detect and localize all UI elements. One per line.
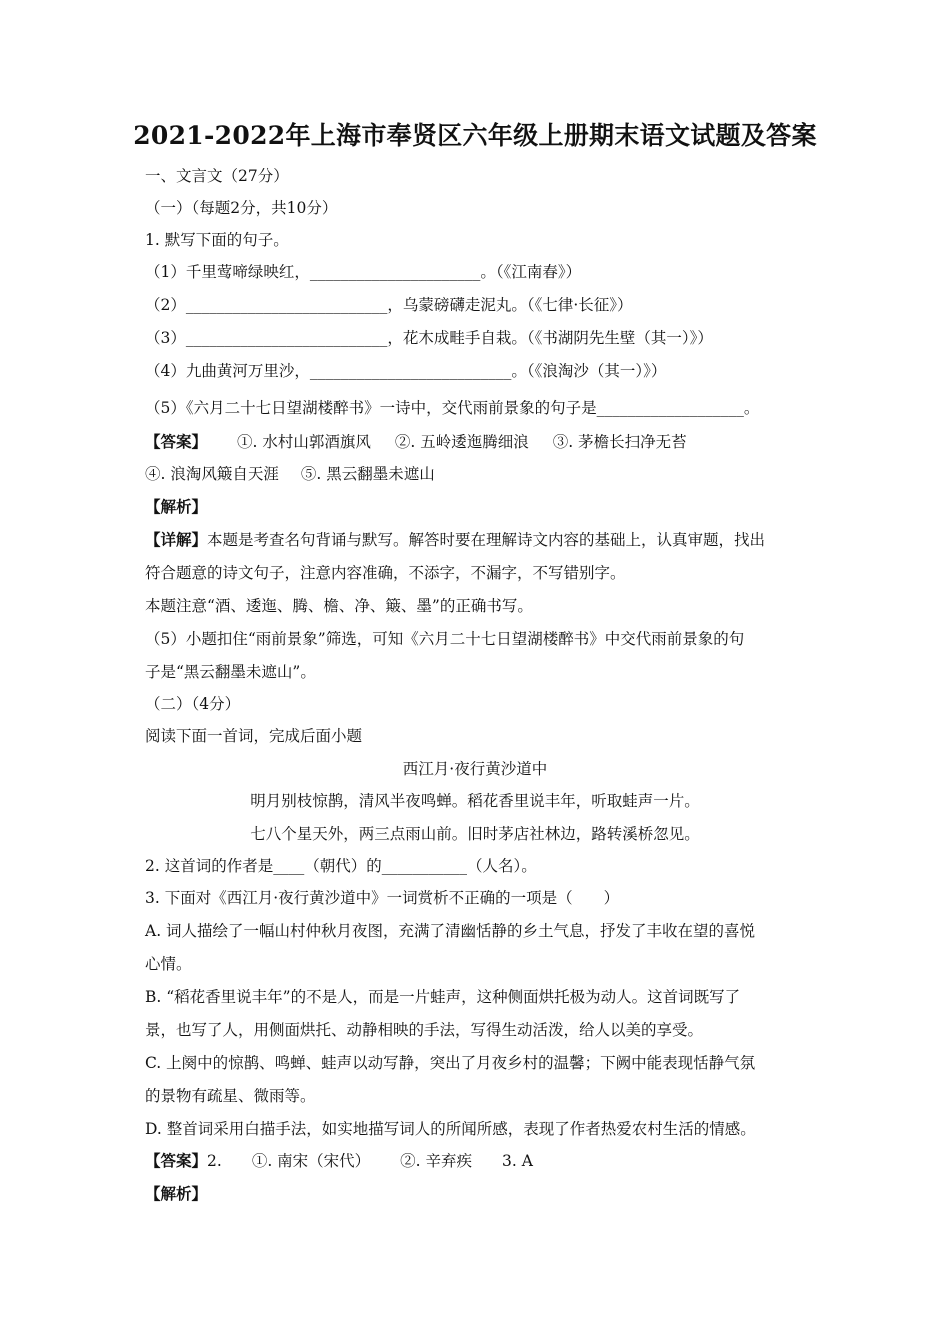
- part-heading: （二）（4分）: [145, 695, 241, 713]
- option-text: 景，也写了人，用侧面烘托、动静相映的手法，写得生动活泼，给人以美的享受。: [145, 1021, 704, 1039]
- poem-line: 明月别枝惊鹊，清风半夜鸣蝉。稻花香里说丰年，听取蛙声一片。: [250, 792, 700, 810]
- analysis-label: 【解析】: [145, 497, 208, 516]
- detail-text: 子是“黑云翻墨未遮山”。: [145, 663, 316, 681]
- reading-intro: 阅读下面一首词，完成后面小题: [145, 727, 363, 745]
- answer-item: ④. 浪淘风簸自天涯: [145, 465, 279, 483]
- document-title: 2021-2022年上海市奉贤区六年级上册期末语文试题及答案: [133, 121, 817, 150]
- question-item: （4）九曲黄河万里沙，__________________________。（《浪淘沙（其一）》）: [145, 362, 667, 380]
- answer-item: 3. A: [502, 1152, 533, 1170]
- detail-label: 【详解】: [145, 530, 208, 549]
- answer-item: ③. 茅檐长扫净无苔: [552, 433, 687, 451]
- answer-line: [145, 432, 810, 452]
- analysis-label: 【解析】: [145, 1184, 208, 1203]
- question-item: （1）千里莺啼绿映红，______________________。（《江南春》）: [145, 263, 582, 281]
- question-stem: 3. 下面对《西江月·夜行黄沙道中》一词赏析不正确的一项是（ ）: [145, 889, 620, 907]
- part-heading: （一）（每题2分，共10分）: [145, 199, 338, 217]
- answer-line: [145, 464, 810, 484]
- detail-text: （5）小题扣住“雨前景象”筛选，可知《六月二十七日望湖楼醉书》中交代雨前景象的句: [145, 630, 745, 648]
- option-text: D. 整首词采用白描手法，如实地描写词人的所闻所感，表现了作者热爱农村生活的情感。: [145, 1120, 756, 1138]
- answer-item: ②. 辛弃疾: [400, 1152, 473, 1170]
- answer-label: 【答案】: [145, 432, 208, 451]
- poem-title: 西江月·夜行黄沙道中: [402, 760, 548, 778]
- question-stem: 2. 这首词的作者是____（朝代）的___________（人名）。: [145, 857, 537, 875]
- option-text: 的景物有疏星、微雨等。: [145, 1087, 316, 1105]
- detail-text: 本题是考查名句背诵与默写。解答时要在理解诗文内容的基础上，认真审题，找出: [207, 531, 766, 549]
- answer-item: ②. 五岭逶迤腾细浪: [394, 433, 529, 451]
- answer-prefix: 2.: [207, 1152, 222, 1170]
- poem-line: 七八个星天外，两三点雨山前。旧时茅店社林边，路转溪桥忽见。: [250, 825, 700, 843]
- detail-paragraph: [145, 530, 810, 550]
- option-text: C. 上阕中的惊鹊、鸣蝉、蛙声以动写静，突出了月夜乡村的温馨；下阙中能表现恬静气氛: [145, 1054, 756, 1072]
- answer-item: ①. 水村山郭酒旗风: [237, 433, 371, 451]
- question-stem: 1. 默写下面的句子。: [145, 231, 289, 249]
- answer-line: [145, 1151, 810, 1171]
- section-heading: 一、文言文（27分）: [145, 167, 289, 185]
- answer-item: ⑤. 黑云翻墨未遮山: [300, 465, 435, 483]
- question-item: （2）__________________________，乌蒙磅礴走泥丸。（《七律·长征》）: [145, 296, 633, 314]
- question-item: （3）__________________________，花木成畦手自栽。（《书湖阴先生壁（其一）》）: [145, 329, 713, 347]
- option-text: 心情。: [145, 955, 192, 973]
- option-text: A. 词人描绘了一幅山村仲秋月夜图，充满了清幽恬静的乡土气息，抒发了丰收在望的喜悦: [145, 922, 756, 940]
- option-text: B. “稻花香里说丰年”的不是人，而是一片蛙声，这种侧面烘托极为动人。这首词既写了: [145, 988, 741, 1006]
- detail-text: 符合题意的诗文句子，注意内容准确，不添字，不漏字，不写错别字。: [145, 564, 626, 582]
- answer-label: 【答案】: [145, 1151, 208, 1170]
- answer-item: ①. 南宋（宋代）: [251, 1152, 371, 1170]
- detail-text: 本题注意“酒、逶迤、腾、檐、净、簸、墨”的正确书写。: [145, 597, 533, 615]
- question-item: （5）《六月二十七日望湖楼醉书》一诗中，交代雨前景象的句子是___________________。: [145, 399, 760, 417]
